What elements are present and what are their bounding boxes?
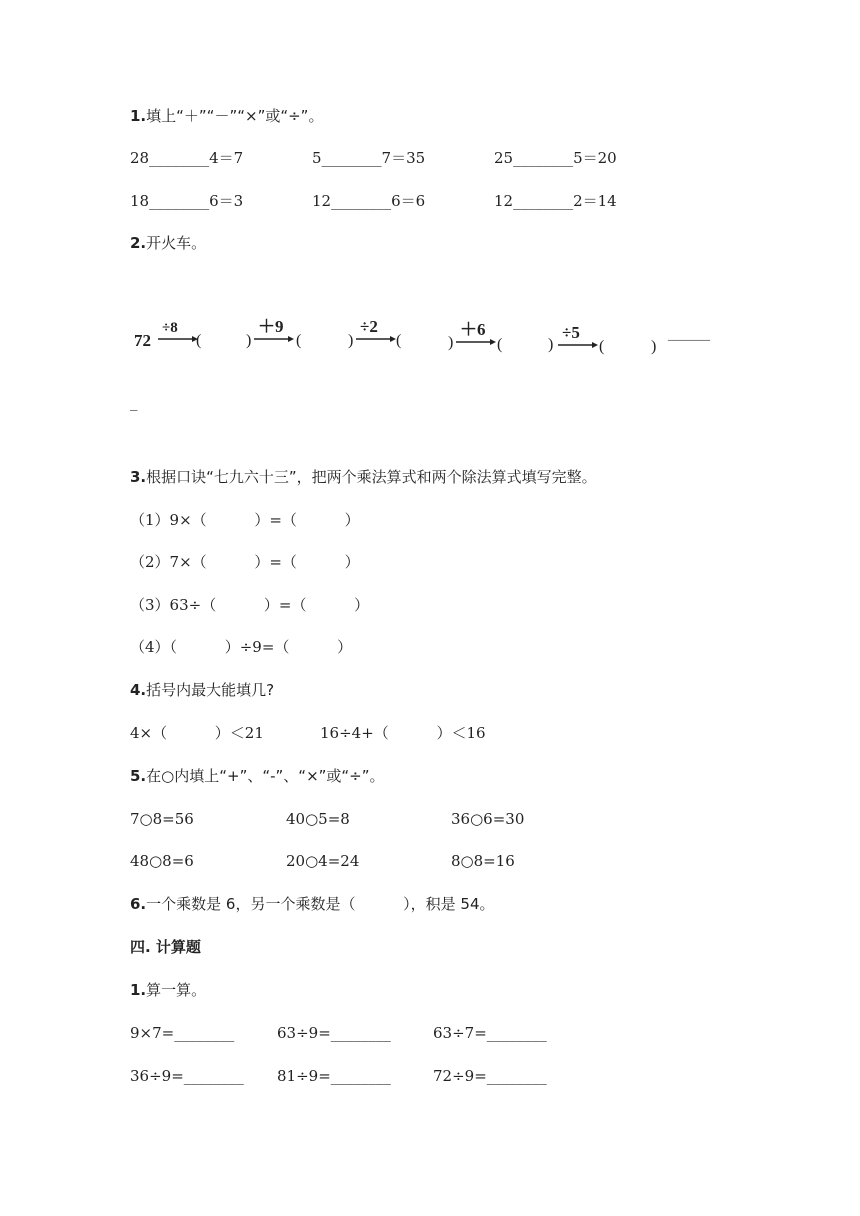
q5-number: 5.	[130, 767, 147, 785]
q1-cell-0-1: 5________7＝35	[312, 149, 426, 167]
q3-item-2: （2）7×（ ）=（ ）	[130, 553, 360, 571]
q5-cell-1-2: 8○8=16	[451, 852, 515, 870]
section-4-heading: 四. 计算题	[130, 938, 201, 956]
q1-cell-1-0: 18________6＝3	[130, 192, 244, 210]
calc-cell-1-0: 36÷9=________	[130, 1067, 244, 1085]
svg-text:(: (	[497, 336, 503, 353]
q1-text: 填上“＋”“－”“×”或“÷”。	[146, 107, 324, 125]
svg-text:(: (	[599, 338, 605, 355]
q4-title	[130, 680, 274, 700]
q3-item-1: （1）9×（ ）=（ ）	[130, 511, 360, 529]
calc-cell-0-1: 63÷9=________	[277, 1024, 391, 1042]
q5-cell-1-1: 20○4=24	[286, 852, 360, 870]
q5-cell-1-0: 48○8=6	[130, 852, 194, 870]
calc-cell-0-0: 9×7=________	[130, 1024, 235, 1042]
q4-number: 4.	[130, 681, 147, 699]
q3-text: 根据口诀“七九六十三”，把两个乘法算式和两个除法算式填写完整。	[146, 468, 597, 486]
svg-text:): )	[246, 332, 252, 349]
q3-item-4: （4）（ ）÷9=（ ）	[130, 638, 353, 656]
q5-cell-0-1: 40○5=8	[286, 810, 350, 828]
q1-cell-0-2: 25________5＝20	[494, 149, 617, 167]
svg-text:): )	[548, 336, 554, 353]
q4-item-2: 16÷4+（ ）＜16	[320, 724, 486, 742]
train-op-2: ＋9	[258, 317, 284, 336]
svg-text:(: (	[196, 332, 202, 349]
svg-text:(: (	[296, 332, 302, 349]
q5-title	[130, 766, 385, 786]
q6-number: 6.	[130, 895, 147, 913]
section-4-q1-text: 算一算。	[146, 981, 207, 999]
q1-title	[130, 106, 323, 126]
train-chain-figure	[130, 312, 730, 362]
train-answer-dash: _	[130, 393, 138, 411]
q1-cell-1-2: 12________2＝14	[494, 192, 617, 210]
q2-number: 2.	[130, 234, 147, 252]
svg-text:): )	[448, 334, 454, 351]
section-4-q1-number: 1.	[130, 981, 147, 999]
q4-item-1: 4×（ ）＜21	[130, 724, 264, 742]
svg-text:): )	[651, 338, 657, 355]
q4-text: 括号内最大能填几?	[146, 681, 275, 699]
train-op-4: ＋6	[460, 320, 486, 339]
q1-number: 1.	[130, 107, 147, 125]
q6-text: 一个乘数是 6，另一个乘数是（ ），积是 54。	[146, 895, 495, 913]
q5-text: 在○内填上“+”、“-”、“×”或“÷”。	[146, 767, 385, 785]
q2-text: 开火车。	[146, 234, 207, 252]
train-op-1: ÷8	[162, 320, 178, 336]
train-start-number: 72	[134, 331, 151, 350]
section-4-q1-title	[130, 980, 206, 1000]
q2-title	[130, 233, 206, 253]
calc-cell-0-2: 63÷7=________	[433, 1024, 547, 1042]
q3-number: 3.	[130, 468, 147, 486]
train-answer-line: ______	[668, 328, 710, 343]
q3-item-3: （3）63÷（ ）=（ ）	[130, 596, 370, 614]
train-op-3: ÷2	[360, 317, 378, 336]
q1-cell-0-0: 28________4＝7	[130, 149, 244, 167]
q1-cell-1-1: 12________6＝6	[312, 192, 426, 210]
svg-text:(: (	[396, 332, 402, 349]
train-op-5: ÷5	[562, 323, 580, 342]
svg-text:): )	[348, 332, 354, 349]
q5-cell-0-2: 36○6=30	[451, 810, 525, 828]
q3-title	[130, 467, 597, 487]
q6-title	[130, 894, 495, 914]
q5-cell-0-0: 7○8=56	[130, 810, 194, 828]
calc-cell-1-2: 72÷9=________	[433, 1067, 547, 1085]
calc-cell-1-1: 81÷9=________	[277, 1067, 391, 1085]
